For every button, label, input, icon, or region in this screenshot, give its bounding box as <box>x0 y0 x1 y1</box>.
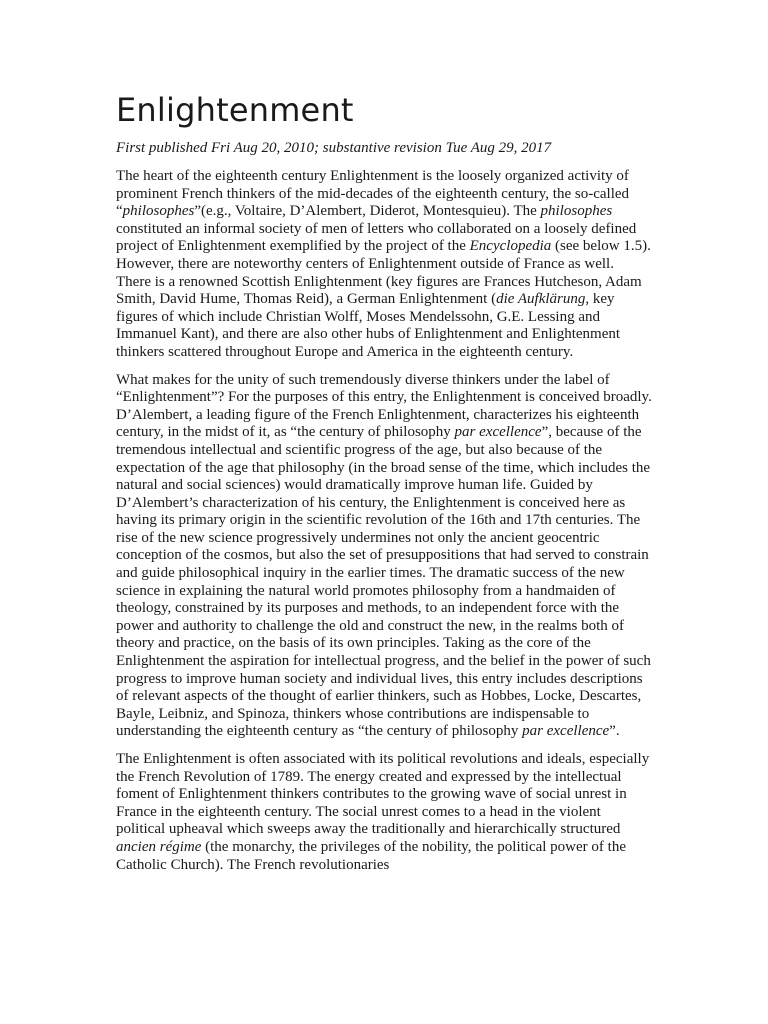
text-run: , key figures of which include Christian Wolff, Moses Mendelssohn, G.E. Lessing and Immanuel Kant), and there are also other hubs of Enlightenment and Enlightenment thinkers scattered throughout Europe and America in the eighteenth century. <box>116 291 621 360</box>
text-run: The heart of the eighteenth century Enlightenment is the loosely organized activity of prominent French thinkers of the mid-decades of the eighteenth century, the so-called “ <box>116 168 630 220</box>
text-run: ”. <box>609 723 620 740</box>
text-run: What makes for the unity of such tremendously diverse thinkers under the label of “Enlightenment”? For the purposes of this entry, the Enlightenment is conceived broadly. D’Alembert, a leading figure of the French Enlightenment, characterizes his eighteenth century, in the midst of it, as “the century of philosophy <box>116 371 652 441</box>
text-run: The Enlightenment is often associated with its political revolutions and ideals, especially the French Revolution of 1789. The energy created and expressed by the intellectual foment of Enlightenment thinkers contributes to the growing wave of social unrest in France in the eighteenth century. The social unrest comes to a head in the violent political upheaval which sweeps away the traditionally and hierarchically structured <box>116 751 650 838</box>
text-run: (see below 1.5). However, there are noteworthy centers of Enlightenment outside of France as well. There is a renowned Scottish Enlightenment (key figures are Frances Hutcheson, Adam Smith, David Hume, Thomas Reid), a German Enlightenment ( <box>116 238 651 308</box>
italic-term: philosophes <box>540 203 613 220</box>
italic-term: Encyclopedia <box>469 238 552 255</box>
text-run: (the monarchy, the privileges of the nobility, the political power of the Catholic Church). The French revolutionaries <box>116 838 626 873</box>
text-run: ”(e.g., Voltaire, D’Alembert, Diderot, Montesquieu). The <box>194 203 541 220</box>
article <box>116 90 652 884</box>
italic-term: philosophes <box>122 203 195 220</box>
italic-term: die Aufklärung <box>496 291 586 308</box>
paragraph-3 <box>116 751 652 874</box>
text-run: constituted an informal society of men of letters who collaborated on a loosely defined project of Enlightenment exemplified by the project of the <box>116 220 637 255</box>
italic-term: par excellence <box>454 424 542 441</box>
italic-term: ancien régime <box>116 838 202 855</box>
publication-info: First published Fri Aug 20, 2010; substantive revision Tue Aug 29, 2017 <box>116 140 552 156</box>
paragraph-2 <box>116 372 652 741</box>
paragraph-1 <box>116 168 652 362</box>
page-title: Enlightenment <box>116 91 354 129</box>
text-run: ”, because of the tremendous intellectual and scientific progress of the age, but also because of the expectation of the age that philosophy (in the broad sense of the time, which includes the natural and social sciences) would dramatically improve human life. Guided by D’Alembert’s characterization of his century, the Enlightenment is conceived here as having its primary origin in the scientific revolution of the 16th and 17th centuries. The rise of the new science progressively undermines not only the ancient geocentric conception of the cosmos, but also the set of presuppositions that had served to constrain and guide philosophical inquiry in the earlier times. The dramatic success of the new science in explaining the natural world promotes philosophy from a handmaiden of theology, constrained by its purposes and methods, to an independent force with the power and authority to challenge the old and construct the new, in the realms both of theory and practice, on the basis of its own principles. Taking as the core of the Enlightenment the aspiration for intellectual progress, and the belief in the power of such progress to improve human society and individual lives, this entry includes descriptions of relevant aspects of the thought of earlier thinkers, such as Hobbes, Locke, Descartes, Bayle, Leibniz, and Spinoza, thinkers whose contributions are indispensable to understanding the eighteenth century as “the century of philosophy <box>116 424 651 740</box>
italic-term: par excellence <box>522 723 610 740</box>
